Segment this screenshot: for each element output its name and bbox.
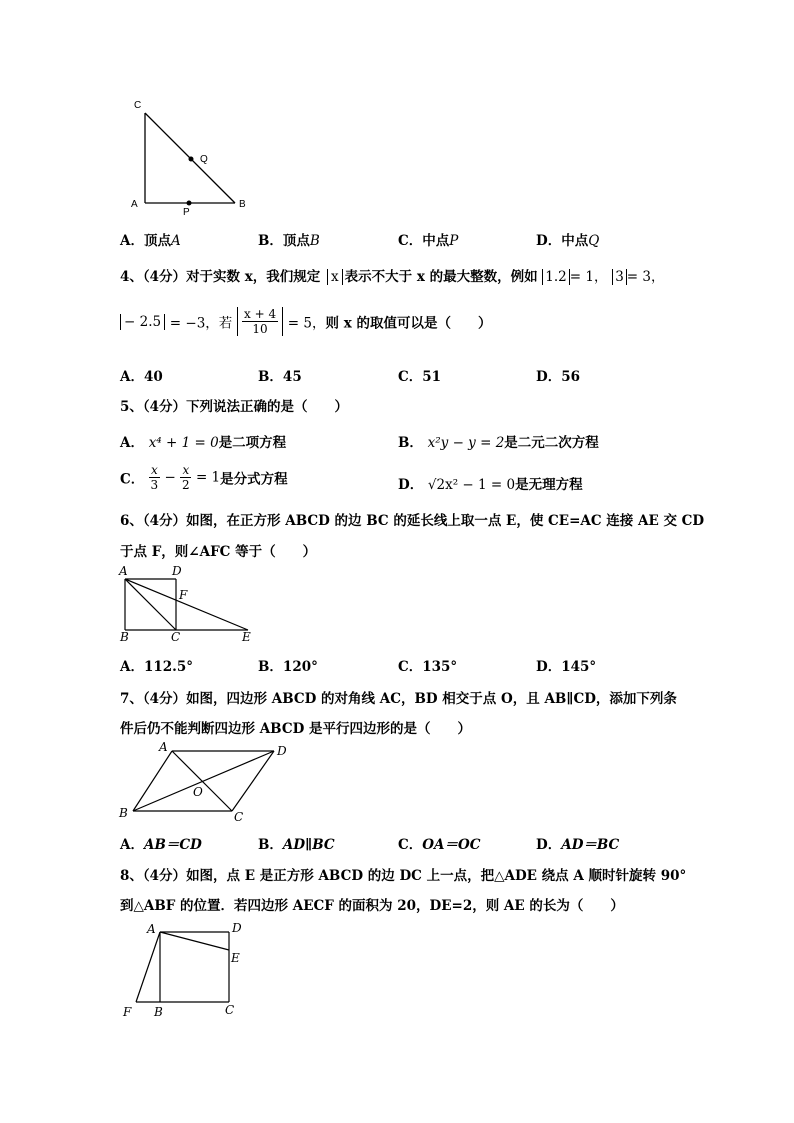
label-a: A (147, 922, 156, 936)
q4-option-a[interactable]: A．40 (120, 369, 163, 385)
label-b: B (239, 199, 246, 210)
label-d: D (232, 921, 242, 935)
q4-option-d[interactable]: D．56 (536, 369, 581, 385)
label-d: D (277, 744, 287, 758)
label-c: C (234, 810, 244, 824)
q5-stem: 5、（4分）下列说法正确的是（ ） (120, 399, 349, 415)
q7-line2: 件后仍不能判断四边形 ABCD 是平行四边形的是（ ） (120, 721, 471, 737)
point-p (187, 201, 192, 206)
q6-option-d[interactable]: D．145° (536, 659, 597, 675)
label-b: B (120, 630, 129, 644)
q6-line1: 6、（4分）如图，在正方形 ABCD 的边 BC 的延长线上取一点 E，使 CE=AC 连接 AE 交 CD (120, 513, 705, 529)
label-a: A (131, 199, 138, 210)
q8-square-figure (118, 920, 258, 1025)
label-q: Q (200, 154, 208, 165)
q3-option-a[interactable]: A．顶点A (120, 233, 181, 249)
q8-line1: 8、（4分）如图，点 E 是正方形 ABCD 的边 DC 上一点，把△ADE 绕点 A 顺时针旋转 90° (120, 868, 687, 884)
q4-line1: 4、（4分）对于实数 x，我们规定 x 表示不大于 x 的最大整数，例如 1.2 = 1， 3 = 3， (120, 269, 665, 285)
q6-line2: 于点 F，则∠AFC 等于（ ） (120, 544, 317, 560)
label-e: E (242, 630, 251, 644)
q7-parallelogram-figure (115, 740, 295, 825)
label-p: P (183, 207, 190, 218)
label-o: O (193, 785, 203, 799)
q8-line2: 到△ABF 的位置．若四边形 AECF 的面积为 20，DE=2，则 AE 的长为（ ） (120, 898, 624, 914)
q4-line2: − 2.5 = −3，若 $\frac{x + 4}{10}$ = 5，则 x 的取值可以是（ ） (120, 307, 491, 343)
label-b: B (119, 806, 128, 820)
q7-option-a[interactable]: A．AB＝CD (120, 837, 202, 853)
q5-option-c[interactable]: C． $\frac{x}{3}$ − $\frac{x}{2}$ = 1是分式方程 (120, 463, 288, 492)
q5-option-d[interactable]: D． √2x² − 1 = 0是无理方程 (398, 477, 583, 493)
q5-option-a[interactable]: A． x⁴ + 1 = 0是二项方程 (120, 435, 287, 451)
label-e: E (231, 951, 240, 965)
label-a: A (119, 564, 128, 578)
q3-triangle-figure (120, 95, 260, 220)
label-b: B (154, 1005, 163, 1019)
q6-option-c[interactable]: C．135° (398, 659, 458, 675)
q7-line1: 7、（4分）如图，四边形 ABCD 的对角线 AC，BD 相交于点 O，且 AB∥CD，添加下列条 (120, 691, 677, 707)
label-d: D (172, 564, 182, 578)
q7-option-c[interactable]: C．OA＝OC (398, 837, 481, 853)
q5-option-b[interactable]: B． x²y − y = 2是二元二次方程 (398, 435, 599, 451)
q4-option-b[interactable]: B．45 (258, 369, 302, 385)
label-c: C (134, 100, 142, 111)
q3-option-b[interactable]: B．顶点B (258, 233, 320, 249)
point-q (189, 157, 194, 162)
label-a: A (159, 740, 168, 754)
label-c: C (171, 630, 181, 644)
label-c: C (225, 1003, 235, 1017)
q3-option-c[interactable]: C．中点P (398, 233, 459, 249)
q6-square-figure (115, 565, 260, 645)
q6-option-a[interactable]: A．112.5° (120, 659, 194, 675)
q4-option-c[interactable]: C．51 (398, 369, 442, 385)
q7-option-b[interactable]: B．AD∥BC (258, 837, 335, 853)
q7-option-d[interactable]: D．AD＝BC (536, 837, 620, 853)
label-f: F (179, 588, 188, 602)
q6-option-b[interactable]: B．120° (258, 659, 318, 675)
q3-option-d[interactable]: D．中点Q (536, 233, 600, 249)
label-f: F (123, 1005, 132, 1019)
